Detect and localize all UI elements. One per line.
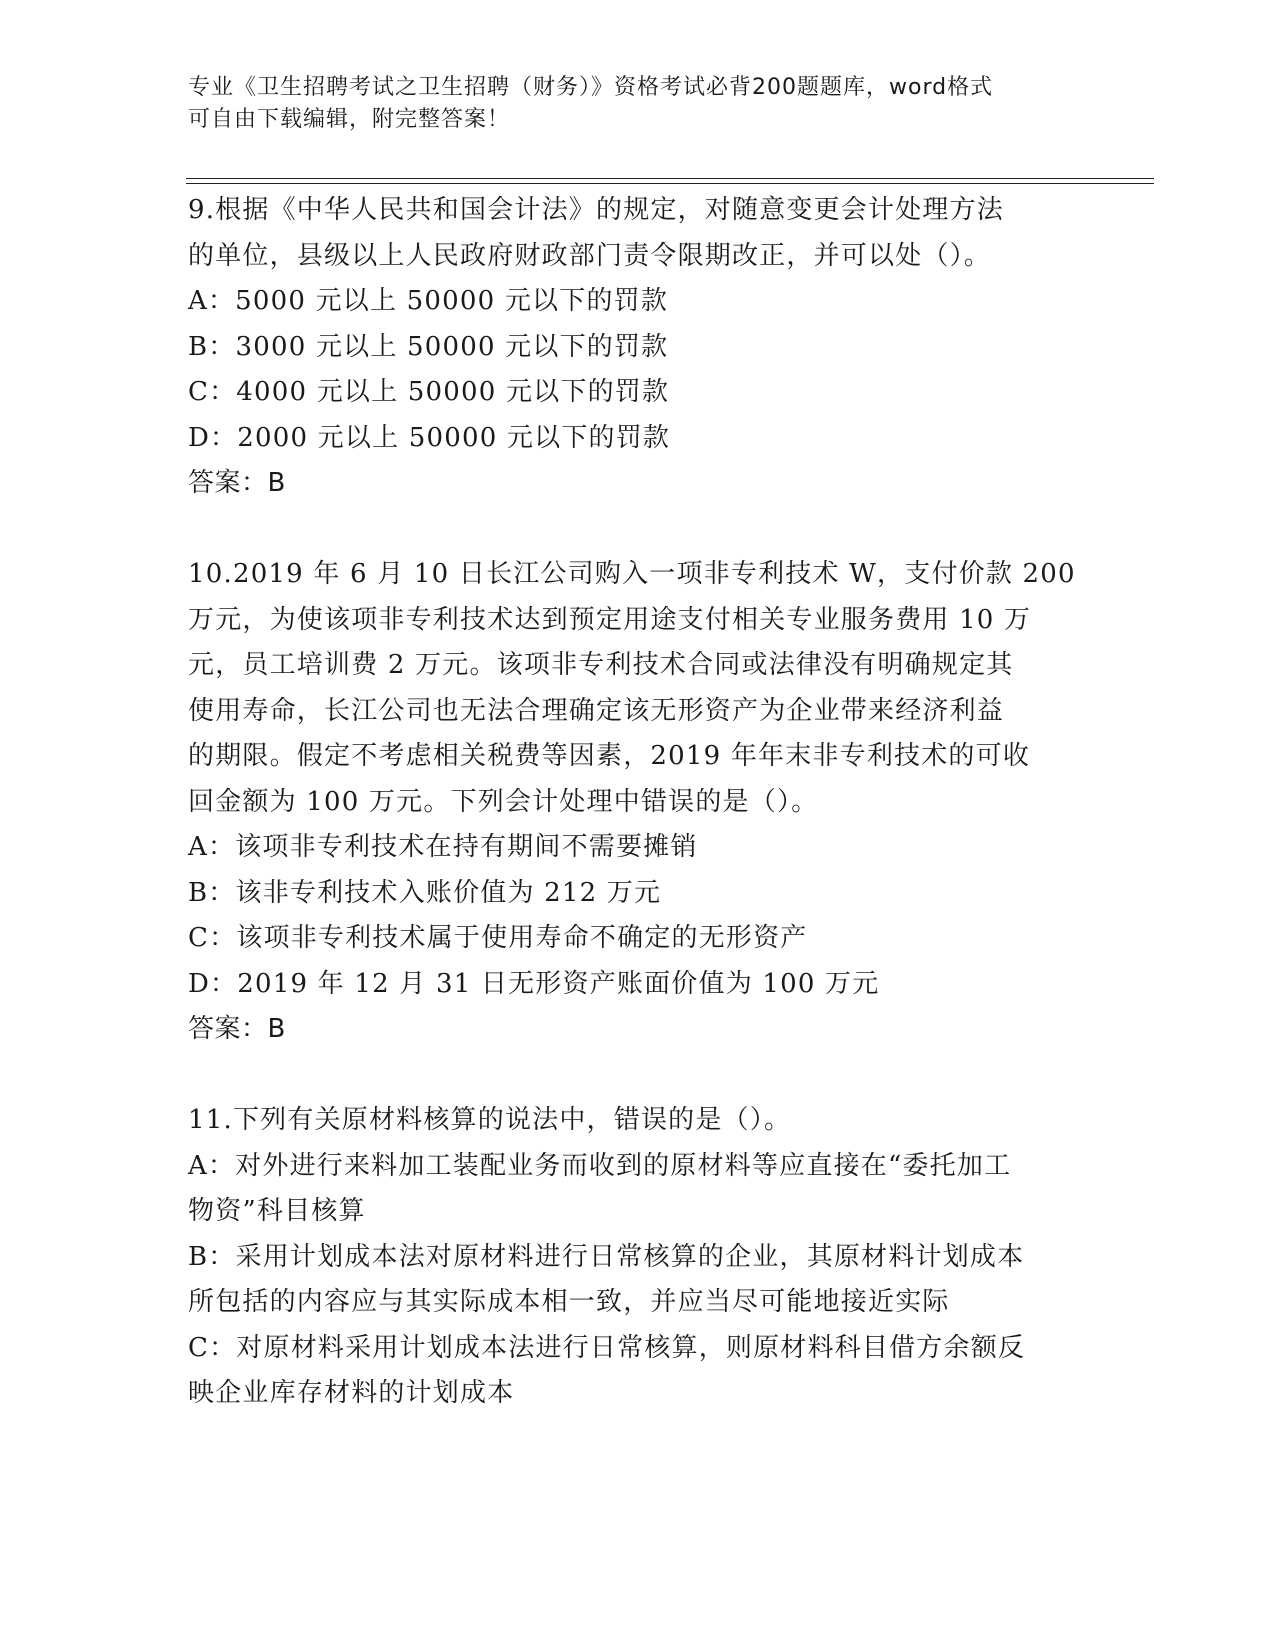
- option-d: D：2000 元以上 50000 元以下的罚款: [188, 422, 671, 453]
- option-a: A：该项非专利技术在持有期间不需要摊销: [188, 832, 698, 862]
- question-10: [188, 552, 1088, 1053]
- question-9: [188, 188, 1088, 507]
- option-a: A：对外进行来料加工装配业务而收到的原材料等应直接在“委托加工: [188, 1150, 1012, 1181]
- question-list: [188, 188, 1088, 1417]
- document-header: [188, 72, 1088, 136]
- answer-label: 答案：B: [188, 468, 286, 498]
- question-stem-line: 使用寿命，长江公司也无法合理确定该无形资产为企业带来经济利益: [188, 695, 1005, 726]
- option-b-continued: 所包括的内容应与其实际成本相一致，并应当尽可能地接近实际: [188, 1287, 950, 1317]
- option-a: A：5000 元以上 50000 元以下的罚款: [188, 286, 669, 316]
- option-c: C：对原材料采用计划成本法进行日常核算，则原材料科目借方余额反: [188, 1332, 1026, 1363]
- answer-label: 答案：B: [188, 1014, 286, 1044]
- question-stem-line: 9.根据《中华人民共和国会计法》的规定，对随意变更会计处理方法: [188, 195, 1005, 225]
- question-stem-line: 11.下列有关原材料核算的说法中，错误的是（）。: [188, 1105, 792, 1135]
- option-c: C：该项非专利技术属于使用寿命不确定的无形资产: [188, 923, 808, 953]
- header-line-1: 专业《卫生招聘考试之卫生招聘（财务）》资格考试必背200题题库，word格式: [188, 75, 994, 100]
- question-stem-line: 万元，为使该项非专利技术达到预定用途支付相关专业服务费用 10 万: [188, 604, 1032, 635]
- option-d: D：2019 年 12 月 31 日无形资产账面价值为 100 万元: [188, 968, 880, 999]
- question-stem-line: 元，员工培训费 2 万元。该项非专利技术合同或法律没有明确规定其: [188, 650, 1014, 680]
- option-a-continued: 物资”科目核算: [188, 1196, 366, 1226]
- option-c-continued: 映企业库存材料的计划成本: [188, 1378, 515, 1408]
- question-stem-line: 的单位，县级以上人民政府财政部门责令限期改正，并可以处（）。: [188, 240, 992, 271]
- question-stem-line: 10.2019 年 6 月 10 日长江公司购入一项非专利技术 W，支付价款 200: [188, 559, 1076, 589]
- option-c: C：4000 元以上 50000 元以下的罚款: [188, 377, 670, 407]
- option-b: B：该非专利技术入账价值为 212 万元: [188, 877, 662, 908]
- spacer: [188, 1053, 1088, 1099]
- option-b: B：3000 元以上 50000 元以下的罚款: [188, 331, 669, 362]
- question-stem-line: 回金额为 100 万元。下列会计处理中错误的是（）。: [188, 786, 819, 817]
- question-stem-line: 的期限。假定不考虑相关税费等因素，2019 年年末非专利技术的可收: [188, 741, 1031, 771]
- spacer: [188, 507, 1088, 553]
- header-divider-bottom: [186, 183, 1154, 184]
- question-11: [188, 1098, 1088, 1417]
- header-divider-top: [186, 178, 1154, 179]
- header-line-2: 可自由下载编辑，附完整答案！: [188, 107, 511, 132]
- option-b: B：采用计划成本法对原材料进行日常核算的企业，其原材料计划成本: [188, 1241, 1025, 1272]
